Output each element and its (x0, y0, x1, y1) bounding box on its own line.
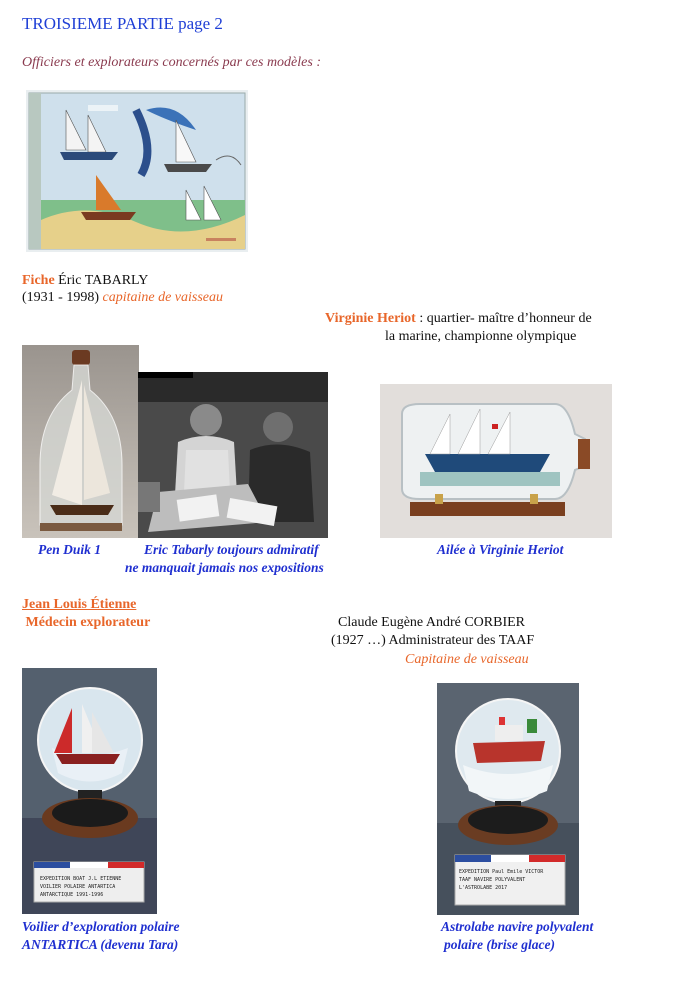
svg-text:VOILIER POLAIRE ANTARTICA: VOILIER POLAIRE ANTARTICA (40, 884, 116, 890)
heriot-name: Virginie Heriot (325, 311, 416, 326)
svg-text:L'ASTROLABE 2017: L'ASTROLABE 2017 (459, 885, 508, 891)
astrolabe-globe-photo (437, 683, 579, 915)
etienne-name: Jean Louis Étienne (22, 597, 137, 612)
caption-pen-duik: Pen Duik 1 (38, 542, 102, 557)
corbier-name: Claude Eugène André CORBIER (338, 615, 526, 630)
caption-voilier-line-1: Voilier d’exploration polaire (22, 919, 180, 934)
heriot-desc-2: la marine, championne olympique (385, 329, 577, 344)
svg-text:TAAF NAVIRE POLYVALENT: TAAF NAVIRE POLYVALENT (459, 877, 526, 883)
tabarly-name: Éric TABARLY (54, 273, 149, 288)
tabarly-dates: (1931 - 1998) (22, 290, 103, 305)
caption-astrolabe-line-1: Astrolabe navire polyvalent (441, 919, 594, 934)
svg-text:EXPEDITION Paul Emile VICTOR: EXPEDITION Paul Emile VICTOR (459, 869, 544, 875)
marine-poster-image (26, 90, 248, 252)
tabarly-exhibition-photo (138, 372, 328, 538)
caption-voilier-line-2: ANTARTICA (devenu Tara) (22, 937, 179, 952)
caption-astrolabe-line-2: polaire (brise glace) (444, 937, 555, 952)
svg-text:ANTARCTIQUE 1991-1996: ANTARCTIQUE 1991-1996 (40, 892, 104, 898)
tabarly-rank: capitaine de vaisseau (102, 290, 224, 305)
section-subtitle: Officiers et explorateurs concernés par ces modèles : (22, 55, 321, 70)
corbier-rank: Capitaine de vaisseau (405, 652, 529, 667)
antartica-card-text: EXPEDITION BOAT J.L ETIENNE (40, 876, 122, 882)
antartica-globe-photo (22, 668, 157, 914)
heriot-desc-1: : quartier- maître d’honneur de (415, 311, 592, 326)
caption-tabarly-line-2: ne manquait jamais nos expositions (125, 560, 324, 575)
heriot-heading (325, 310, 665, 328)
fiche-label: Fiche (22, 273, 55, 288)
pen-duik-bottle-photo (22, 345, 139, 538)
caption-ailee: Ailée à Virginie Heriot (437, 542, 564, 557)
etienne-role: Médecin explorateur (22, 615, 151, 630)
virginie-heriot-bottle-photo (380, 384, 612, 538)
caption-tabarly-line-1: Eric Tabarly toujours admiratif (144, 542, 319, 557)
page-title: TROISIEME PARTIE page 2 (22, 14, 223, 33)
corbier-dates-role: (1927 …) Administrateur des TAAF (331, 633, 535, 648)
tabarly-heading (22, 272, 223, 306)
